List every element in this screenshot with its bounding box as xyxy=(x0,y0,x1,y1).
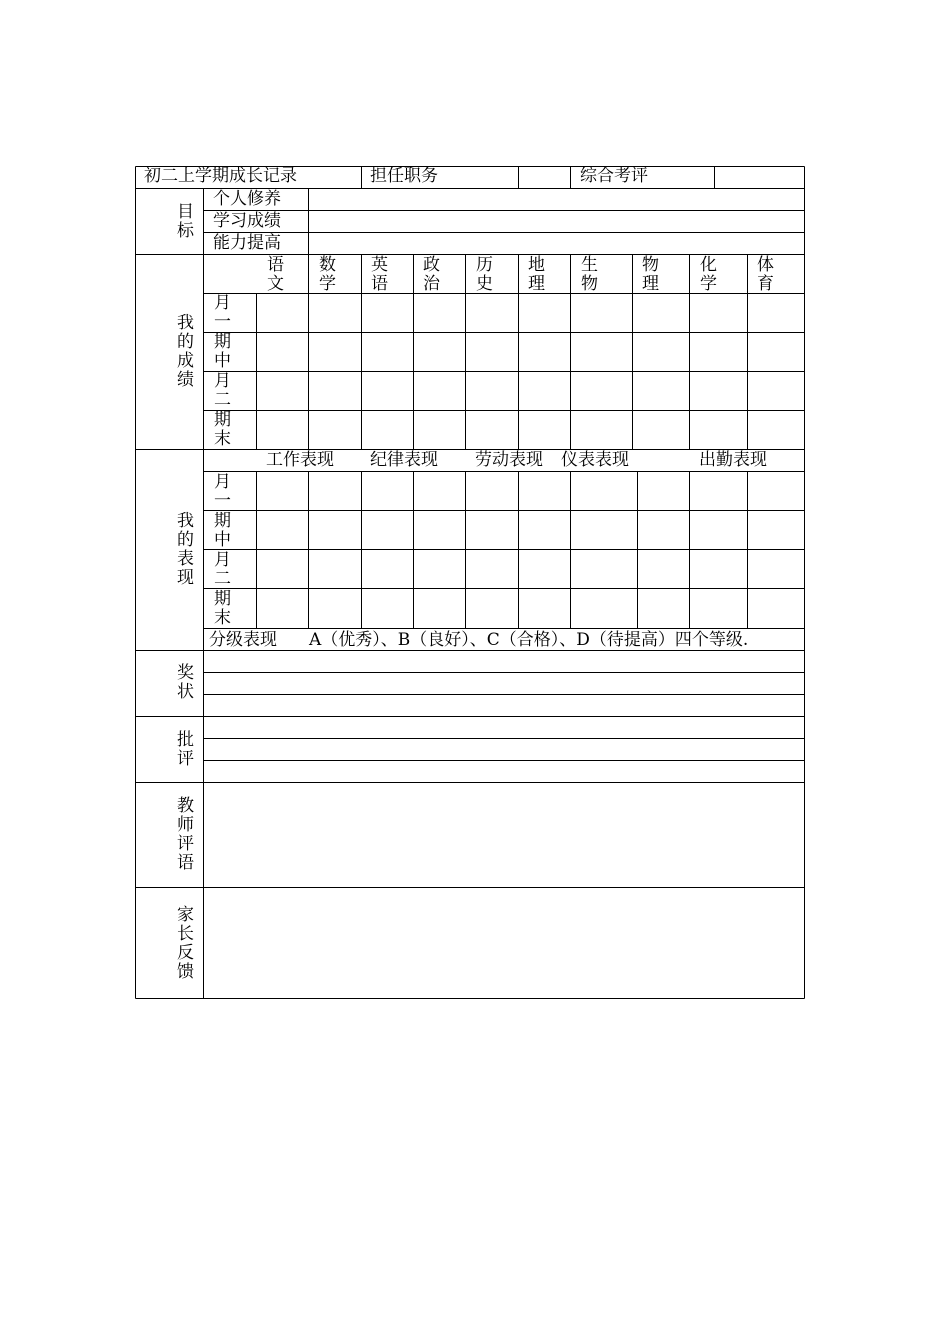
performance-header-discipline: 纪律表现 xyxy=(370,450,438,470)
grades-period-final: 期末 xyxy=(214,410,231,449)
record-title: 初二上学期成长记录 xyxy=(144,166,297,186)
performance-header-work: 工作表现 xyxy=(266,450,334,470)
subject-header-physics: 物理 xyxy=(642,255,659,294)
goals-section-label: 目标 xyxy=(177,202,194,241)
performance-period-month1: 月一 xyxy=(214,472,231,511)
subject-header-politics: 政治 xyxy=(423,255,440,294)
performance-period-final: 期末 xyxy=(214,589,231,628)
performance-header-labor: 劳动表现 xyxy=(475,450,543,470)
evaluation-label: 综合考评 xyxy=(580,166,648,186)
subject-header-math: 数学 xyxy=(319,255,336,294)
criticism-section-label: 批评 xyxy=(177,730,194,769)
position-label: 担任职务 xyxy=(370,166,438,186)
grades-period-midterm: 期中 xyxy=(214,332,231,371)
performance-period-month2: 月二 xyxy=(214,550,231,589)
grades-period-month1: 月一 xyxy=(214,293,231,332)
grades-section-label: 我的成绩 xyxy=(177,313,194,390)
subject-header-history: 历史 xyxy=(476,255,493,294)
performance-period-midterm: 期中 xyxy=(214,511,231,550)
subject-header-english: 英语 xyxy=(371,255,388,294)
goal-item-personal: 个人修养 xyxy=(213,189,281,209)
parent-feedback-section-label: 家长反馈 xyxy=(177,905,194,982)
grades-period-month2: 月二 xyxy=(214,371,231,410)
goal-item-study: 学习成绩 xyxy=(213,211,281,231)
subject-header-biology: 生物 xyxy=(581,255,598,294)
subject-header-geography: 地理 xyxy=(528,255,545,294)
performance-footer-note: A（优秀）、B（良好）、C（合格）、D（待提高）四个等级. xyxy=(309,630,749,650)
teacher-comment-section-label: 教师评语 xyxy=(177,796,194,873)
performance-header-appearance: 仪表表现 xyxy=(561,450,629,470)
performance-section-label: 我的表现 xyxy=(177,511,194,588)
subject-header-pe: 体育 xyxy=(757,255,774,294)
goal-item-ability: 能力提高 xyxy=(213,233,281,253)
performance-footer-label: 分级表现 xyxy=(209,630,277,650)
subject-header-chemistry: 化学 xyxy=(700,255,717,294)
awards-section-label: 奖状 xyxy=(177,663,194,702)
performance-header-attendance: 出勤表现 xyxy=(699,450,767,470)
subject-header-chinese: 语文 xyxy=(267,255,284,294)
